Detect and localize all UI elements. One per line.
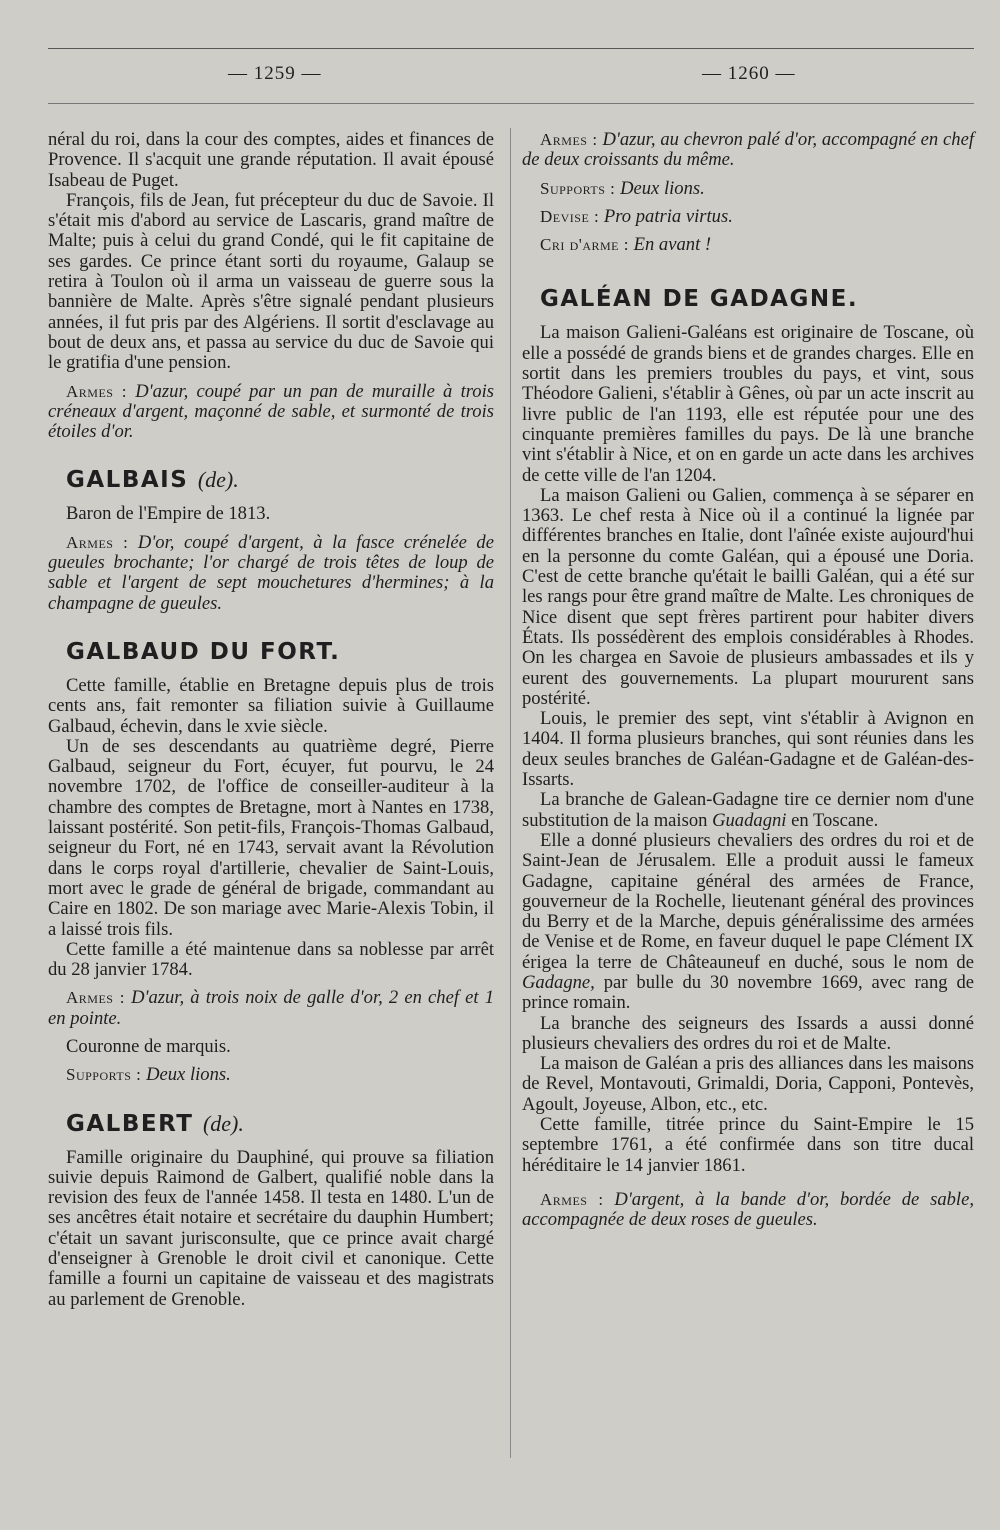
devise-text: Pro patria virtus. xyxy=(603,205,733,227)
paragraph: Cette famille a été maintenue dans sa noblesse par arrêt du 28 janvier 1784. xyxy=(48,938,494,981)
header-rule xyxy=(48,103,974,104)
cri-entry xyxy=(522,235,974,255)
arms-text: D'azur, coupé par un pan de muraille à trois créneaux d'argent, maçonné de sable, et surmonté de trois étoiles d'or. xyxy=(48,380,494,443)
heading-galbais: GALBAIS (de). xyxy=(66,467,239,494)
supports-label: Supports : xyxy=(540,178,616,198)
paragraph: Cette famille, titrée prince du Saint-Empire le 15 septembre 1761, a été confirmée dans son titre ducal héréditaire le 14 janvier 1861. xyxy=(522,1114,974,1176)
left-column xyxy=(48,130,494,1310)
paragraph: La maison de Galéan a pris des alliances dans les maisons de Revel, Montavouti, Grimaldi, Doria, Capponi, Pontevès, Agoult, Joyeuse, Albon, etc., etc. xyxy=(522,1053,974,1115)
supports-entry xyxy=(522,179,974,199)
arms-text: D'argent, à la bande d'or, bordée de sable, accompagnée de deux roses de gueules. xyxy=(522,1188,974,1231)
supports-label: Supports : xyxy=(66,1065,142,1085)
page-number-right: — 1260 — xyxy=(702,63,796,84)
arms-entry xyxy=(522,1190,974,1231)
paragraph: Un de ses descendants au quatrième degré, Pierre Galbaud, seigneur du Fort, écuyer, fut pourvu, le 24 novembre 1702, de l'office de conseiller-auditeur à la chambre des comptes de Bretagne, mort à Nantes en 1738, laissant postérité. Son petit-fils, François-Thomas Galbaud, seigneur du Fort, né en 1743, servait avant la Révolution dans le corps royal d'artillerie, chevalier de Saint-Louis, mort avec le grade de général de brigade, commandant au Caire en 1802. De son mariage avec Marie-Alexis Tobin, il a laissé trois fils. xyxy=(48,735,494,940)
paragraph: Famille originaire du Dauphiné, qui prouve sa filiation suivie depuis Raimond de Galbert, qualifié noble dans la revision des feux de l'année 1458. Il testa en 1480. L'un de ses ancêtres était notaire et secrétaire du dauphin Humbert; c'était un savant jurisconsulte, que ce prince avait chargé d'enseigner à Grenoble le droit civil et canonique. Cette famille a fourni un capitaine de vaisseau et des magistrats au parlement de Grenoble. xyxy=(48,1146,494,1310)
arms-text: D'azur, à trois noix de galle d'or, 2 en chef et 1 en pointe. xyxy=(48,987,494,1029)
cri-label: Cri d'arme : xyxy=(540,235,629,255)
arms-text: D'azur, au chevron palé d'or, accompagné en chef de deux croissants du même. xyxy=(522,129,974,171)
heading-galbert: GALBERT (de). xyxy=(66,1110,244,1137)
arms-label: Armes : xyxy=(66,988,125,1008)
devise-entry xyxy=(522,207,974,227)
arms-entry xyxy=(522,130,974,171)
continued-paragraph: néral du roi, dans la cour des comptes, aides et finances de Provence. Il s'acquit une grande réputation. Il avait épousé Isabeau de Puget. xyxy=(48,129,494,191)
supports-text: Deux lions. xyxy=(146,1064,231,1086)
paragraph: La maison Galieni ou Galien, commença à se séparer en 1363. Le chef resta à Nice où il a continué la lignée par différentes branches en Italie, dont l'aînée existe aujourd'hui en la personne du comte Galéan, qui a épousé une Doria. C'est de cette branche qu'était le bailli Galéan, qui a été sur les rangs pour être grand maître de Malte. Les chroniques de Nice disent que sept frères partirent pour habiter divers États. Ils possédèrent des emplois considérables à Rhodes. On les chargea en Savoie de plusieurs ambassades et ils y eurent des gouvernements. La plupart moururent sans postérité. xyxy=(522,484,974,709)
top-rule xyxy=(48,48,974,49)
paragraph: Baron de l'Empire de 1813. xyxy=(66,503,271,525)
right-column xyxy=(522,130,974,1231)
arms-entry xyxy=(48,988,494,1029)
arms-label: Armes : xyxy=(66,532,129,552)
cri-text: En avant ! xyxy=(633,234,712,256)
heading-galean-de-gadagne: GALÉAN DE GADAGNE. xyxy=(540,286,859,313)
devise-label: Devise : xyxy=(540,206,600,226)
arms-label: Armes : xyxy=(540,130,598,149)
arms-text: D'or, coupé d'argent, à la fasce crénelée de gueules brochante; l'or chargé de trois têtes de loup de sable et l'argent de sept mouchetures d'hermines; à la champagne de gueules. xyxy=(48,531,494,614)
paragraph: La branche de Galean-Gadagne tire ce dernier nom d'une substitution de la maison Guadagni en Toscane. xyxy=(522,789,974,831)
supports-text: Deux lions. xyxy=(620,177,705,199)
arms-entry xyxy=(48,382,494,443)
paragraph: Cette famille, établie en Bretagne depuis plus de trois cents ans, fait remonter sa filiation suivie à Guillaume Galbaud, échevin, dans le xvie siècle. xyxy=(48,674,494,737)
arms-label: Armes : xyxy=(66,381,127,401)
arms-label: Armes : xyxy=(540,1189,604,1209)
paragraph: Elle a donné plusieurs chevaliers des ordres du roi et de Saint-Jean de Jérusalem. Elle a produit aussi le fameux Gadagne, capitaine général des armées de France, gouverneur de la Rochelle, lieutenant général des provinces du Berry et de la Marche, depuis généralissime des armées de Venise et de Rome, en faveur duquel le pape Clément IX érigea la terre de Châteauneuf en duché, sous le nom de Gadagne, par bulle du 30 novembre 1669, avec rang de prince romain. xyxy=(522,829,974,1014)
page-number-left: — 1259 — xyxy=(228,63,322,84)
couronne-line: Couronne de marquis. xyxy=(66,1035,231,1057)
continued-paragraph: François, fils de Jean, fut précepteur du duc de Savoie. Il s'était mis d'abord au service de Lascaris, grand maître de Malte; puis à celui du grand Condé, qui le fit capitaine de ses gardes. Ce prince étant sorti du royaume, Galaup se retira à Toulon où il arma un vaisseau de guerre sous la bannière de Malte. Après s'être signalé pendant plusieurs années, il fut pris par des Algériens. Il sortit d'esclavage au bout de deux ans, et passa au service du duc de Savoie qui le gratifia d'une pension. xyxy=(48,189,494,374)
heading-galbaud-du-fort: GALBAUD DU FORT. xyxy=(66,638,341,665)
arms-entry xyxy=(48,533,494,614)
paragraph: La maison Galieni-Galéans est originaire de Toscane, où elle a possédé de grands biens et de grandes charges. Elle en sortit dans les premiers troubles du pays, et vint, sous Théodore Galieni, s'établir à Gênes, où par un acte inscrit au livre public de l'an 1193, elle est réputée pour une des cinquante premières familles du pays. De là une branche vint s'établir à Nice, et on en garde un acte dans les archives de cette ville de l'an 1204. xyxy=(522,322,974,486)
supports-entry xyxy=(48,1065,494,1085)
paragraph: Louis, le premier des sept, vint s'établir à Avignon en 1404. Il forma plusieurs branches, qui sont réunies dans les deux seules branches de Galéan-Gadagne et de Galéan-des-Issarts. xyxy=(522,708,974,791)
column-divider xyxy=(510,128,511,1458)
paragraph: La branche des seigneurs des Issards a aussi donné plusieurs chevaliers des ordres du roi et de Malte. xyxy=(522,1012,974,1054)
